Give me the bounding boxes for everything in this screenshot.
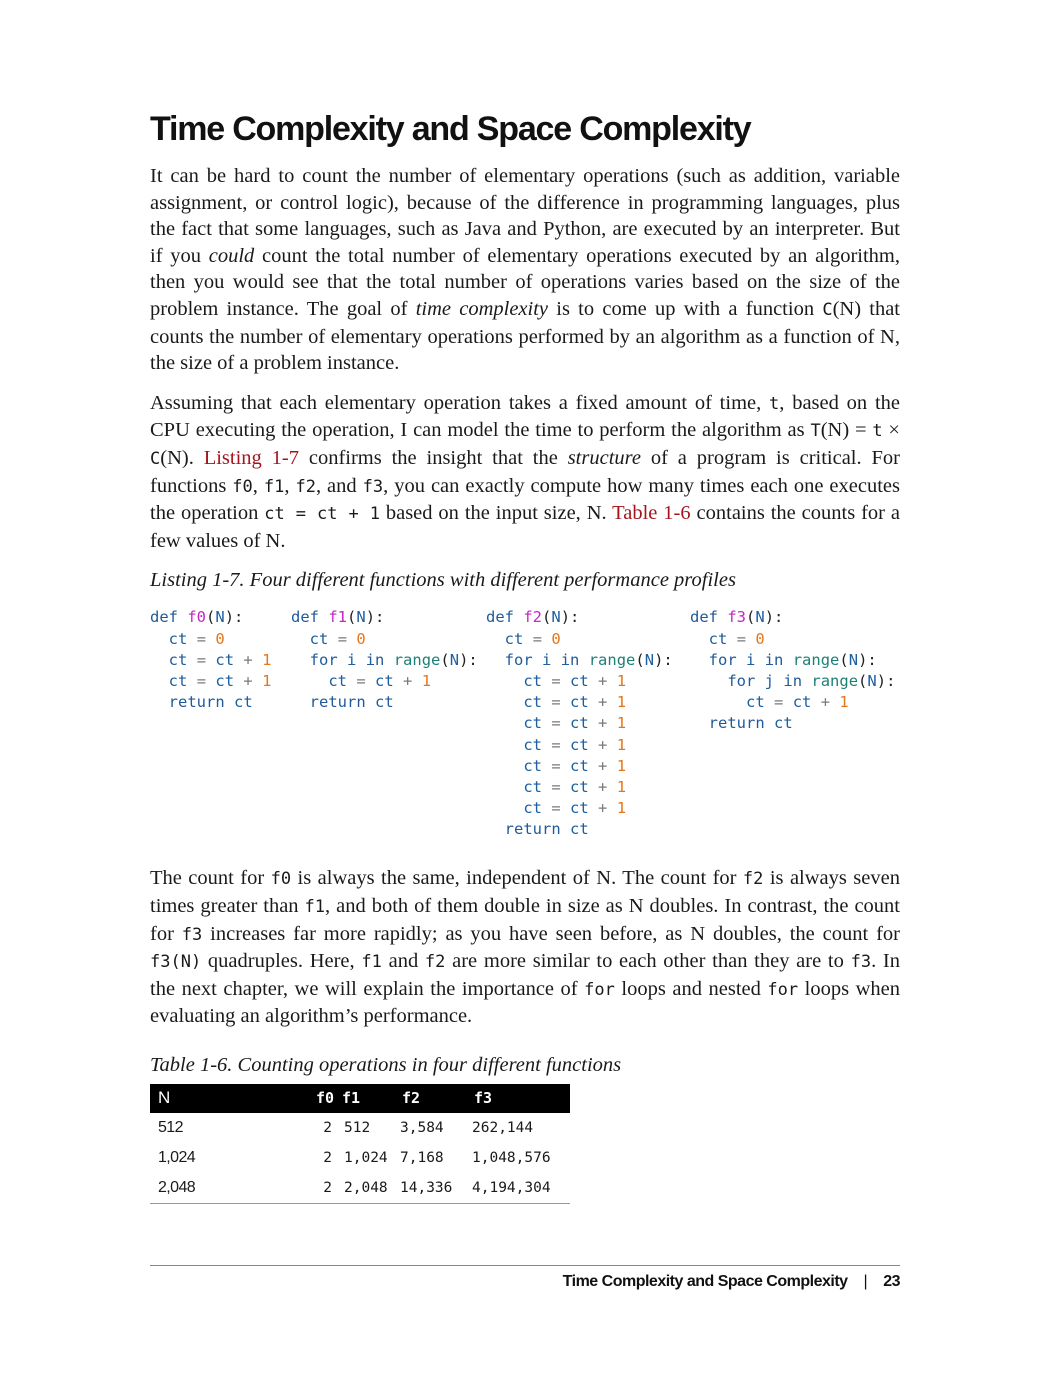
table-link[interactable]: Table 1-6 — [612, 502, 691, 525]
cell-f2: 7,168 — [400, 1149, 444, 1166]
code-f3: def f3(N): ct = 0 for i in range(N): for j in range(N): ct = ct + 1 return ct — [690, 608, 896, 733]
code-f1: def f1(N): ct = 0 for i in range(N): ct = ct + 1 return ct — [291, 608, 478, 712]
header-n: N — [150, 1084, 306, 1113]
paragraph-time-complexity: It can be hard to count the number of elementary operations (such as addition, variable assignment, or control logic), because of the difference in programming languages, plus the fact that some languages, such as Java and Python, are executed by an interpreter. But if you could count the total number of elementary operations executed by an algorithm, then you would see that the total number of operations varies based on the size of the problem instance. The goal of time complexity is to come up with a function C(N) that counts the number of elementary operations performed by an algorithm as a function of N, the size of a problem instance. — [150, 165, 900, 375]
cell-f3: 4,194,304 — [466, 1173, 570, 1204]
cell-f2: 3,584 — [400, 1119, 444, 1136]
page-number: 23 — [883, 1273, 900, 1290]
cell-f2: 14,336 — [394, 1173, 466, 1204]
cell-f1: 1,024 — [344, 1149, 388, 1166]
paragraph-time-model: Assuming that each elementary operation takes a fixed amount of time, t, based on the CPU executing the operation, I can model the time to perform the algorithm as T(N) = t × C(N). Listing 1-7 confirms the insight that the structure of a program is critical. For functions f0, f1, f2, and f3, you can exactly compute how many times each one executes the operation ct = ct + 1 based on the input size, N. Table 1-6 contains the counts for a few values of N. — [150, 391, 901, 552]
code-listing — [150, 607, 900, 845]
section-heading: Time Complexity and Space Complexity — [150, 110, 751, 148]
table-caption: Table 1-6. Counting operations in four different functions — [150, 1053, 622, 1076]
cell-f0: 2 — [306, 1173, 338, 1204]
code-f0: def f0(N): ct = 0 ct = ct + 1 ct = ct + 1 return ct — [150, 608, 272, 712]
header-f2: f2 — [394, 1084, 466, 1113]
cell-f3: 1,048,576 — [472, 1149, 551, 1166]
table-row — [150, 1173, 570, 1204]
footer-title: Time Complexity and Space Complexity — [562, 1273, 848, 1290]
paragraph-count-analysis: The count for f0 is always the same, independent of N. The count for f2 is always seven times greater than f1, and both of them double in size as N doubles. In contrast, the count for f3 increases far more rapidly; as you have seen before, as N doubles, the count for f3(N) quadruples. Here, f1 and f2 are more similar to each other than they are to f3. In the next chapter, we will explain the importance of for loops and nested for loops when evaluating an algorithm’s performance. — [150, 867, 901, 1028]
header-f0: f0 — [306, 1084, 338, 1113]
cell-n: 1,024 — [158, 1148, 196, 1166]
cell-n: 2,048 — [150, 1173, 306, 1204]
header-f1: f1 — [338, 1084, 394, 1113]
table-row — [150, 1113, 570, 1143]
cell-f1: 512 — [344, 1119, 371, 1136]
table-header-row — [150, 1084, 570, 1113]
footer-separator: | — [863, 1273, 868, 1290]
cell-f0: 2 — [323, 1149, 332, 1166]
listing-link[interactable]: Listing 1-7 — [203, 446, 299, 469]
cell-f3: 262,144 — [472, 1119, 534, 1136]
page-footer — [150, 1265, 900, 1291]
cell-f1: 2,048 — [338, 1173, 394, 1204]
page-content — [150, 105, 900, 1204]
cell-n: 512 — [158, 1118, 183, 1136]
listing-caption: Listing 1-7. Four different functions with different performance profiles — [150, 569, 736, 592]
table-row — [150, 1143, 570, 1173]
counts-table — [150, 1084, 570, 1204]
header-f3: f3 — [466, 1084, 570, 1113]
cell-f0: 2 — [323, 1119, 332, 1136]
code-f2: def f2(N): ct = 0 for i in range(N): ct = ct + 1 ct = ct + 1 ct = ct + 1 ct = ct + 1 ct = ct + 1 ct = ct + 1 ct = ct + 1 return ct — [486, 608, 673, 839]
